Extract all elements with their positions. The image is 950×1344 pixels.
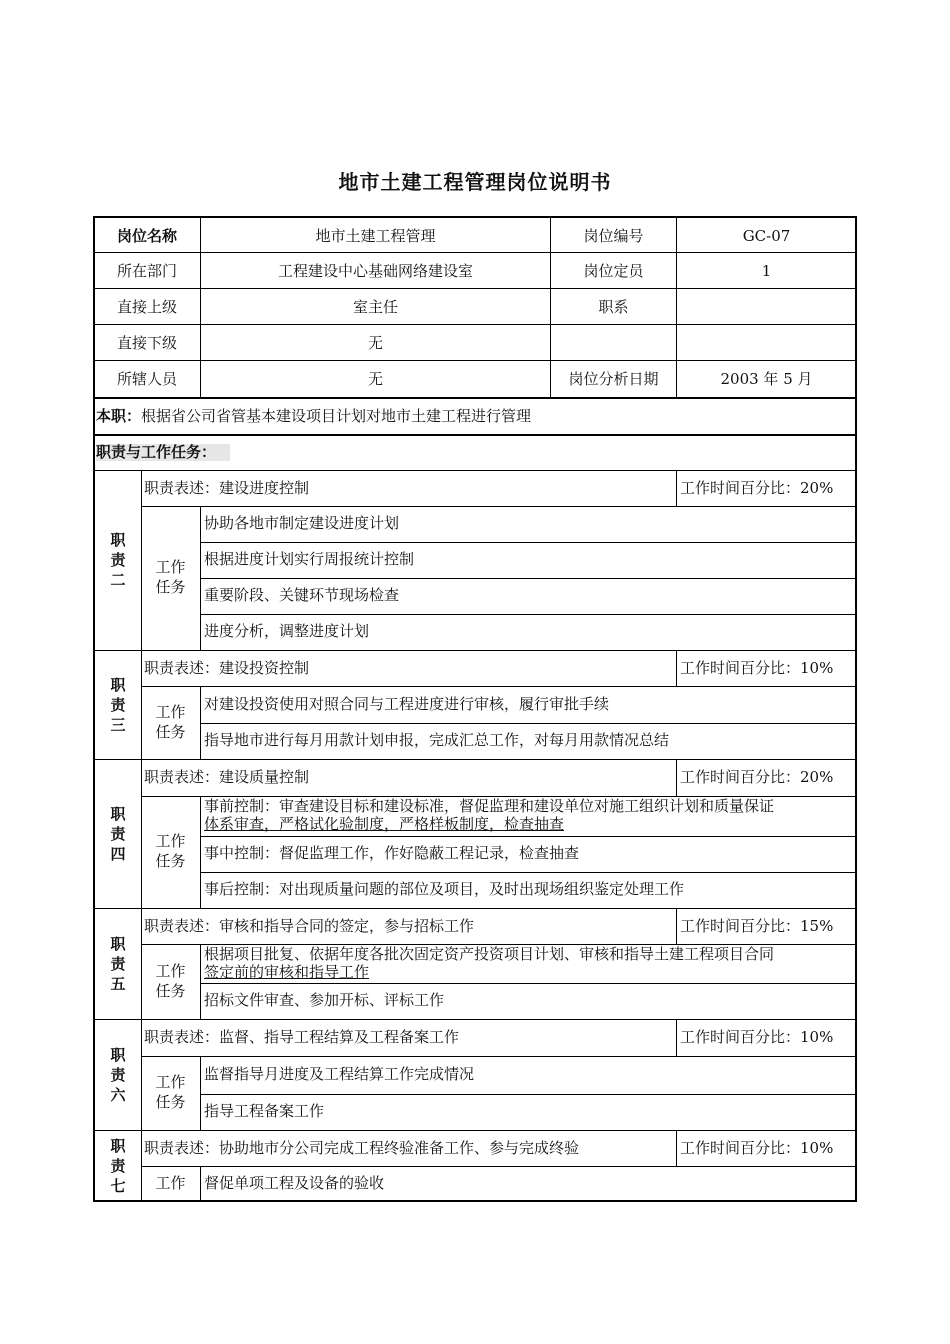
- department-label: 所在部门: [116, 262, 177, 280]
- duty-section-label: [94, 675, 142, 735]
- time-percentage: 工作时间百分比：15%: [680, 917, 834, 935]
- divider: [676, 470, 677, 506]
- duty-statement: 职责表述：审核和指导合同的签定，参与招标工作: [144, 917, 475, 935]
- duty-statement: 职责表述：建设进度控制: [144, 479, 310, 497]
- divider: [141, 1166, 856, 1167]
- task-label: 工作: [155, 558, 186, 576]
- task-label: 任务: [155, 578, 186, 596]
- duty-label-char: 责: [110, 955, 126, 973]
- divider: [200, 542, 856, 543]
- duty-statement: 职责表述：监督、指导工程结算及工程备案工作: [144, 1028, 460, 1046]
- divider: [141, 686, 856, 687]
- duty-label: 本职：: [96, 407, 142, 425]
- divider: [94, 470, 856, 471]
- divider: [200, 614, 856, 615]
- divider: [94, 360, 856, 361]
- document-title: 地市土建工程管理岗位说明书: [338, 170, 612, 194]
- staff-value: 无: [367, 370, 383, 388]
- task-item: 指导地市进行每月用款计划申报，完成汇总工作，对每月用款情况总结: [204, 731, 670, 749]
- divider: [200, 578, 856, 579]
- divider: [200, 723, 856, 724]
- time-percentage: 工作时间百分比：10%: [680, 1139, 834, 1157]
- duty-label-char: 职: [110, 935, 126, 953]
- subordinate-label: 直接下级: [116, 334, 177, 352]
- duty-section-label: [94, 934, 142, 994]
- task-label: 工作: [155, 832, 186, 850]
- divider: [94, 252, 856, 253]
- task-label: 任务: [155, 723, 186, 741]
- task-item: 重要阶段、关键环节现场检查: [204, 586, 400, 604]
- superior-value: 室主任: [352, 298, 398, 316]
- time-percentage: 工作时间百分比：10%: [680, 659, 834, 677]
- task-item: 根据进度计划实行周报统计控制: [204, 550, 415, 568]
- duty-section-label: [94, 1045, 142, 1105]
- task-label: 工作: [155, 1174, 186, 1192]
- superior-label: 直接上级: [116, 298, 177, 316]
- duty-label-char: 职: [110, 531, 126, 549]
- duty-label-char: 六: [110, 1086, 126, 1104]
- subordinate-value: 无: [367, 334, 383, 352]
- divider: [200, 872, 856, 873]
- duty-label-char: 三: [110, 716, 126, 734]
- position-code-label: 岗位编号: [583, 227, 644, 245]
- task-label: 工作: [155, 1073, 186, 1091]
- duty-section-label: [94, 530, 142, 590]
- divider: [676, 1019, 677, 1056]
- duty-statement: 职责表述：建设质量控制: [144, 768, 310, 786]
- duty-label-char: 二: [110, 571, 126, 589]
- position-code-value: GC-07: [742, 227, 791, 245]
- duty-label-char: 责: [110, 696, 126, 714]
- duty-label-char: 职: [110, 1046, 126, 1064]
- divider: [200, 836, 856, 837]
- divider: [676, 650, 677, 686]
- duty-label-char: 七: [110, 1177, 126, 1195]
- divider: [200, 944, 201, 1019]
- divider: [200, 1056, 201, 1130]
- task-item: 根据项目批复、依据年度各批次固定资产投资项目计划、审核和指导土建工程项目合同: [204, 945, 775, 963]
- task-item: 进度分析，调整进度计划: [204, 622, 370, 640]
- task-item: 对建设投资使用对照合同与工程进度进行审核，履行审批手续: [204, 695, 610, 713]
- task-item: 事前控制：审查建设目标和建设标准，督促监理和建设单位对施工组织计划和质量保证: [204, 797, 775, 815]
- task-label: 工作: [155, 962, 186, 980]
- divider: [676, 908, 677, 944]
- duty-label-char: 责: [110, 1066, 126, 1084]
- duty-label-char: 职: [110, 805, 126, 823]
- time-percentage: 工作时间百分比：20%: [680, 479, 834, 497]
- duty-label-char: 责: [110, 551, 126, 569]
- task-label: 任务: [155, 982, 186, 1000]
- task-label: 任务: [155, 852, 186, 870]
- divider: [141, 506, 856, 507]
- task-item: 事后控制：对出现质量问题的部位及项目，及时出现场组织鉴定处理工作: [204, 880, 685, 898]
- divider: [200, 1094, 856, 1095]
- task-label: 工作: [155, 703, 186, 721]
- divider: [200, 983, 856, 984]
- duty-statement: 职责表述：协助地市分公司完成工程终验准备工作、参与完成终验: [144, 1139, 580, 1157]
- task-item: 监督指导月进度及工程结算工作完成情况: [204, 1065, 475, 1083]
- analysis-date-label: 岗位分析日期: [568, 370, 659, 388]
- duty-label-char: 责: [110, 825, 126, 843]
- task-item: 督促单项工程及设备的验收: [204, 1174, 385, 1192]
- task-item: 协助各地市制定建设进度计划: [204, 514, 400, 532]
- task-item: 招标文件审查、参加开标、评标工作: [204, 991, 445, 1009]
- divider: [200, 796, 201, 908]
- task-item: 体系审查，严格试化验制度，严格样板制度，检查抽查: [204, 815, 565, 833]
- department-value: 工程建设中心基础网络建设室: [277, 262, 473, 280]
- job-series-label: 职系: [598, 298, 629, 316]
- duty-row: [96, 408, 531, 425]
- divider: [94, 759, 856, 760]
- position-name-value: 地市土建工程管理: [315, 227, 436, 245]
- task-item: 指导工程备案工作: [204, 1102, 325, 1120]
- duty-label-char: 责: [110, 1157, 126, 1175]
- time-percentage: 工作时间百分比：10%: [680, 1028, 834, 1046]
- duty-label-char: 职: [110, 676, 126, 694]
- analysis-date-value: 2003 年 5 月: [720, 370, 813, 388]
- divider: [676, 759, 677, 796]
- divider: [200, 1166, 201, 1202]
- task-label: 任务: [155, 1093, 186, 1111]
- divider: [94, 908, 856, 909]
- duty-section-label: [94, 1136, 142, 1196]
- headcount-value: 1: [761, 262, 772, 280]
- section-title: 职责与工作任务：: [96, 444, 230, 461]
- duty-statement: 职责表述：建设投资控制: [144, 659, 310, 677]
- divider: [94, 650, 856, 651]
- divider: [94, 288, 856, 289]
- headcount-label: 岗位定员: [583, 262, 644, 280]
- time-percentage: 工作时间百分比：20%: [680, 768, 834, 786]
- staff-label: 所辖人员: [116, 370, 177, 388]
- divider: [676, 1130, 677, 1166]
- duty-section-label: [94, 804, 142, 864]
- duty-label-char: 四: [110, 845, 126, 863]
- position-name-label: 岗位名称: [116, 227, 177, 245]
- divider: [94, 1019, 856, 1020]
- duty-label-char: 五: [110, 975, 126, 993]
- duty-label-char: 职: [110, 1137, 126, 1155]
- task-item: 签定前的审核和指导工作: [204, 963, 370, 981]
- divider: [94, 434, 856, 436]
- duty-text: 根据省公司省管基本建设项目计划对地市土建工程进行管理: [141, 407, 532, 425]
- divider: [94, 324, 856, 325]
- task-item: 事中控制：督促监理工作，作好隐蔽工程记录，检查抽查: [204, 844, 580, 862]
- divider: [94, 397, 856, 399]
- divider: [141, 1056, 856, 1057]
- divider: [94, 1130, 856, 1131]
